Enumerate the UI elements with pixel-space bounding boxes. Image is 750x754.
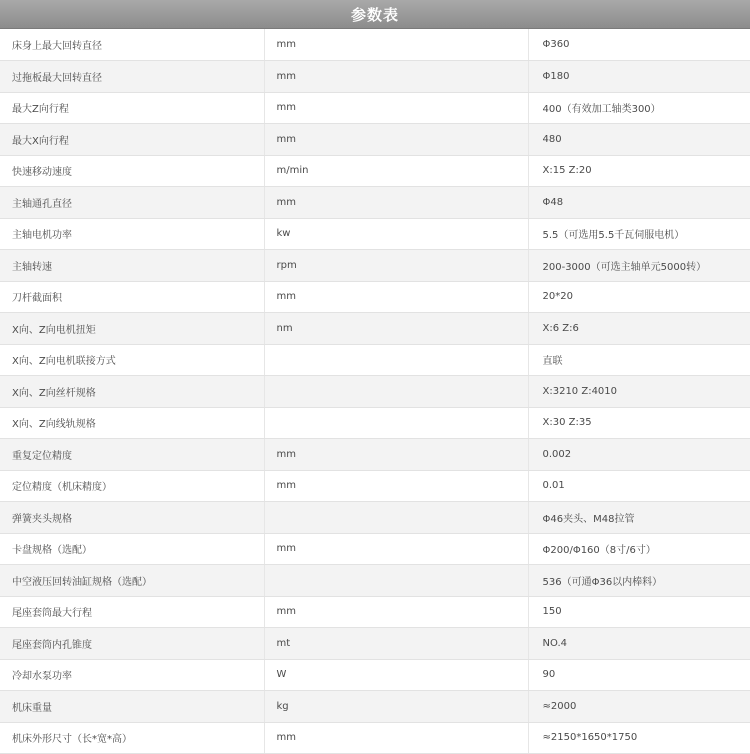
param-unit-cell <box>264 376 528 408</box>
param-unit-cell: mm <box>264 596 528 628</box>
param-value-cell: Φ180 <box>528 61 750 93</box>
table-title-bar <box>0 0 750 29</box>
param-value-cell: ≈2000 <box>528 691 750 723</box>
table-row <box>0 313 750 345</box>
param-unit-cell: mm <box>264 92 528 124</box>
table-row <box>0 281 750 313</box>
param-unit-cell: mm <box>264 470 528 502</box>
table-row <box>0 376 750 408</box>
param-value-cell: X:15 Z:20 <box>528 155 750 187</box>
param-name-cell: 最大Z向行程 <box>0 92 264 124</box>
param-name-cell: 弹簧夹头规格 <box>0 502 264 534</box>
param-name-cell: 重复定位精度 <box>0 439 264 471</box>
table-row <box>0 565 750 597</box>
table-row <box>0 29 750 61</box>
param-value-cell: 5.5（可选用5.5千瓦伺服电机） <box>528 218 750 250</box>
table-row <box>0 691 750 723</box>
param-unit-cell: nm <box>264 313 528 345</box>
table-row <box>0 533 750 565</box>
param-name-cell: 刀杆截面积 <box>0 281 264 313</box>
table-row <box>0 439 750 471</box>
table-row <box>0 502 750 534</box>
table-row <box>0 187 750 219</box>
param-name-cell: X向、Z向丝杆规格 <box>0 376 264 408</box>
param-name-cell: 机床外形尺寸（长*宽*高） <box>0 722 264 754</box>
table-row <box>0 470 750 502</box>
param-value-cell: X:6 Z:6 <box>528 313 750 345</box>
table-row <box>0 344 750 376</box>
param-name-cell: 尾座套筒最大行程 <box>0 596 264 628</box>
param-value-cell: 20*20 <box>528 281 750 313</box>
param-name-cell: 卡盘规格（选配） <box>0 533 264 565</box>
table-row <box>0 92 750 124</box>
param-unit-cell: mm <box>264 439 528 471</box>
param-unit-cell: mt <box>264 628 528 660</box>
parameter-table <box>0 29 750 754</box>
table-row <box>0 250 750 282</box>
table-title: 参数表 <box>350 5 399 24</box>
param-value-cell: 0.002 <box>528 439 750 471</box>
param-name-cell: 机床重量 <box>0 691 264 723</box>
param-name-cell: 最大X向行程 <box>0 124 264 156</box>
table-row <box>0 722 750 754</box>
param-value-cell: X:3210 Z:4010 <box>528 376 750 408</box>
param-unit-cell: mm <box>264 281 528 313</box>
param-value-cell: 480 <box>528 124 750 156</box>
param-value-cell: 150 <box>528 596 750 628</box>
param-unit-cell <box>264 344 528 376</box>
param-value-cell: Φ200/Φ160（8寸/6寸） <box>528 533 750 565</box>
param-name-cell: 中空液压回转油缸规格（选配） <box>0 565 264 597</box>
param-value-cell: 400（有效加工轴类300） <box>528 92 750 124</box>
param-name-cell: 快速移动速度 <box>0 155 264 187</box>
table-row <box>0 659 750 691</box>
param-value-cell: 536（可通Φ36以内棒料） <box>528 565 750 597</box>
param-name-cell: 床身上最大回转直径 <box>0 29 264 61</box>
param-unit-cell: rpm <box>264 250 528 282</box>
param-name-cell: X向、Z向电机联接方式 <box>0 344 264 376</box>
param-name-cell: 主轴电机功率 <box>0 218 264 250</box>
param-unit-cell: mm <box>264 533 528 565</box>
table-row <box>0 218 750 250</box>
param-value-cell: 200-3000（可选主轴单元5000转） <box>528 250 750 282</box>
param-unit-cell: kw <box>264 218 528 250</box>
param-unit-cell: W <box>264 659 528 691</box>
param-unit-cell <box>264 407 528 439</box>
param-value-cell: Φ360 <box>528 29 750 61</box>
param-name-cell: 主轴转速 <box>0 250 264 282</box>
parameter-table-body <box>0 29 750 754</box>
param-value-cell: NO.4 <box>528 628 750 660</box>
param-value-cell: Φ46夹头、M48拉管 <box>528 502 750 534</box>
param-value-cell: ≈2150*1650*1750 <box>528 722 750 754</box>
param-unit-cell: mm <box>264 61 528 93</box>
param-name-cell: 过拖板最大回转直径 <box>0 61 264 93</box>
param-value-cell: X:30 Z:35 <box>528 407 750 439</box>
table-row <box>0 124 750 156</box>
param-unit-cell: mm <box>264 29 528 61</box>
param-name-cell: 主轴通孔直径 <box>0 187 264 219</box>
param-value-cell: 0.01 <box>528 470 750 502</box>
table-row <box>0 61 750 93</box>
table-row <box>0 407 750 439</box>
param-value-cell: 90 <box>528 659 750 691</box>
param-value-cell: Φ48 <box>528 187 750 219</box>
param-name-cell: X向、Z向电机扭矩 <box>0 313 264 345</box>
param-unit-cell: kg <box>264 691 528 723</box>
param-value-cell: 直联 <box>528 344 750 376</box>
table-row <box>0 628 750 660</box>
param-name-cell: 冷却水泵功率 <box>0 659 264 691</box>
param-unit-cell: mm <box>264 722 528 754</box>
table-row <box>0 155 750 187</box>
table-row <box>0 596 750 628</box>
param-unit-cell <box>264 502 528 534</box>
param-unit-cell: mm <box>264 124 528 156</box>
param-name-cell: 定位精度（机床精度） <box>0 470 264 502</box>
param-name-cell: X向、Z向线轨规格 <box>0 407 264 439</box>
param-name-cell: 尾座套筒内孔锥度 <box>0 628 264 660</box>
param-unit-cell: m/min <box>264 155 528 187</box>
param-unit-cell <box>264 565 528 597</box>
param-unit-cell: mm <box>264 187 528 219</box>
